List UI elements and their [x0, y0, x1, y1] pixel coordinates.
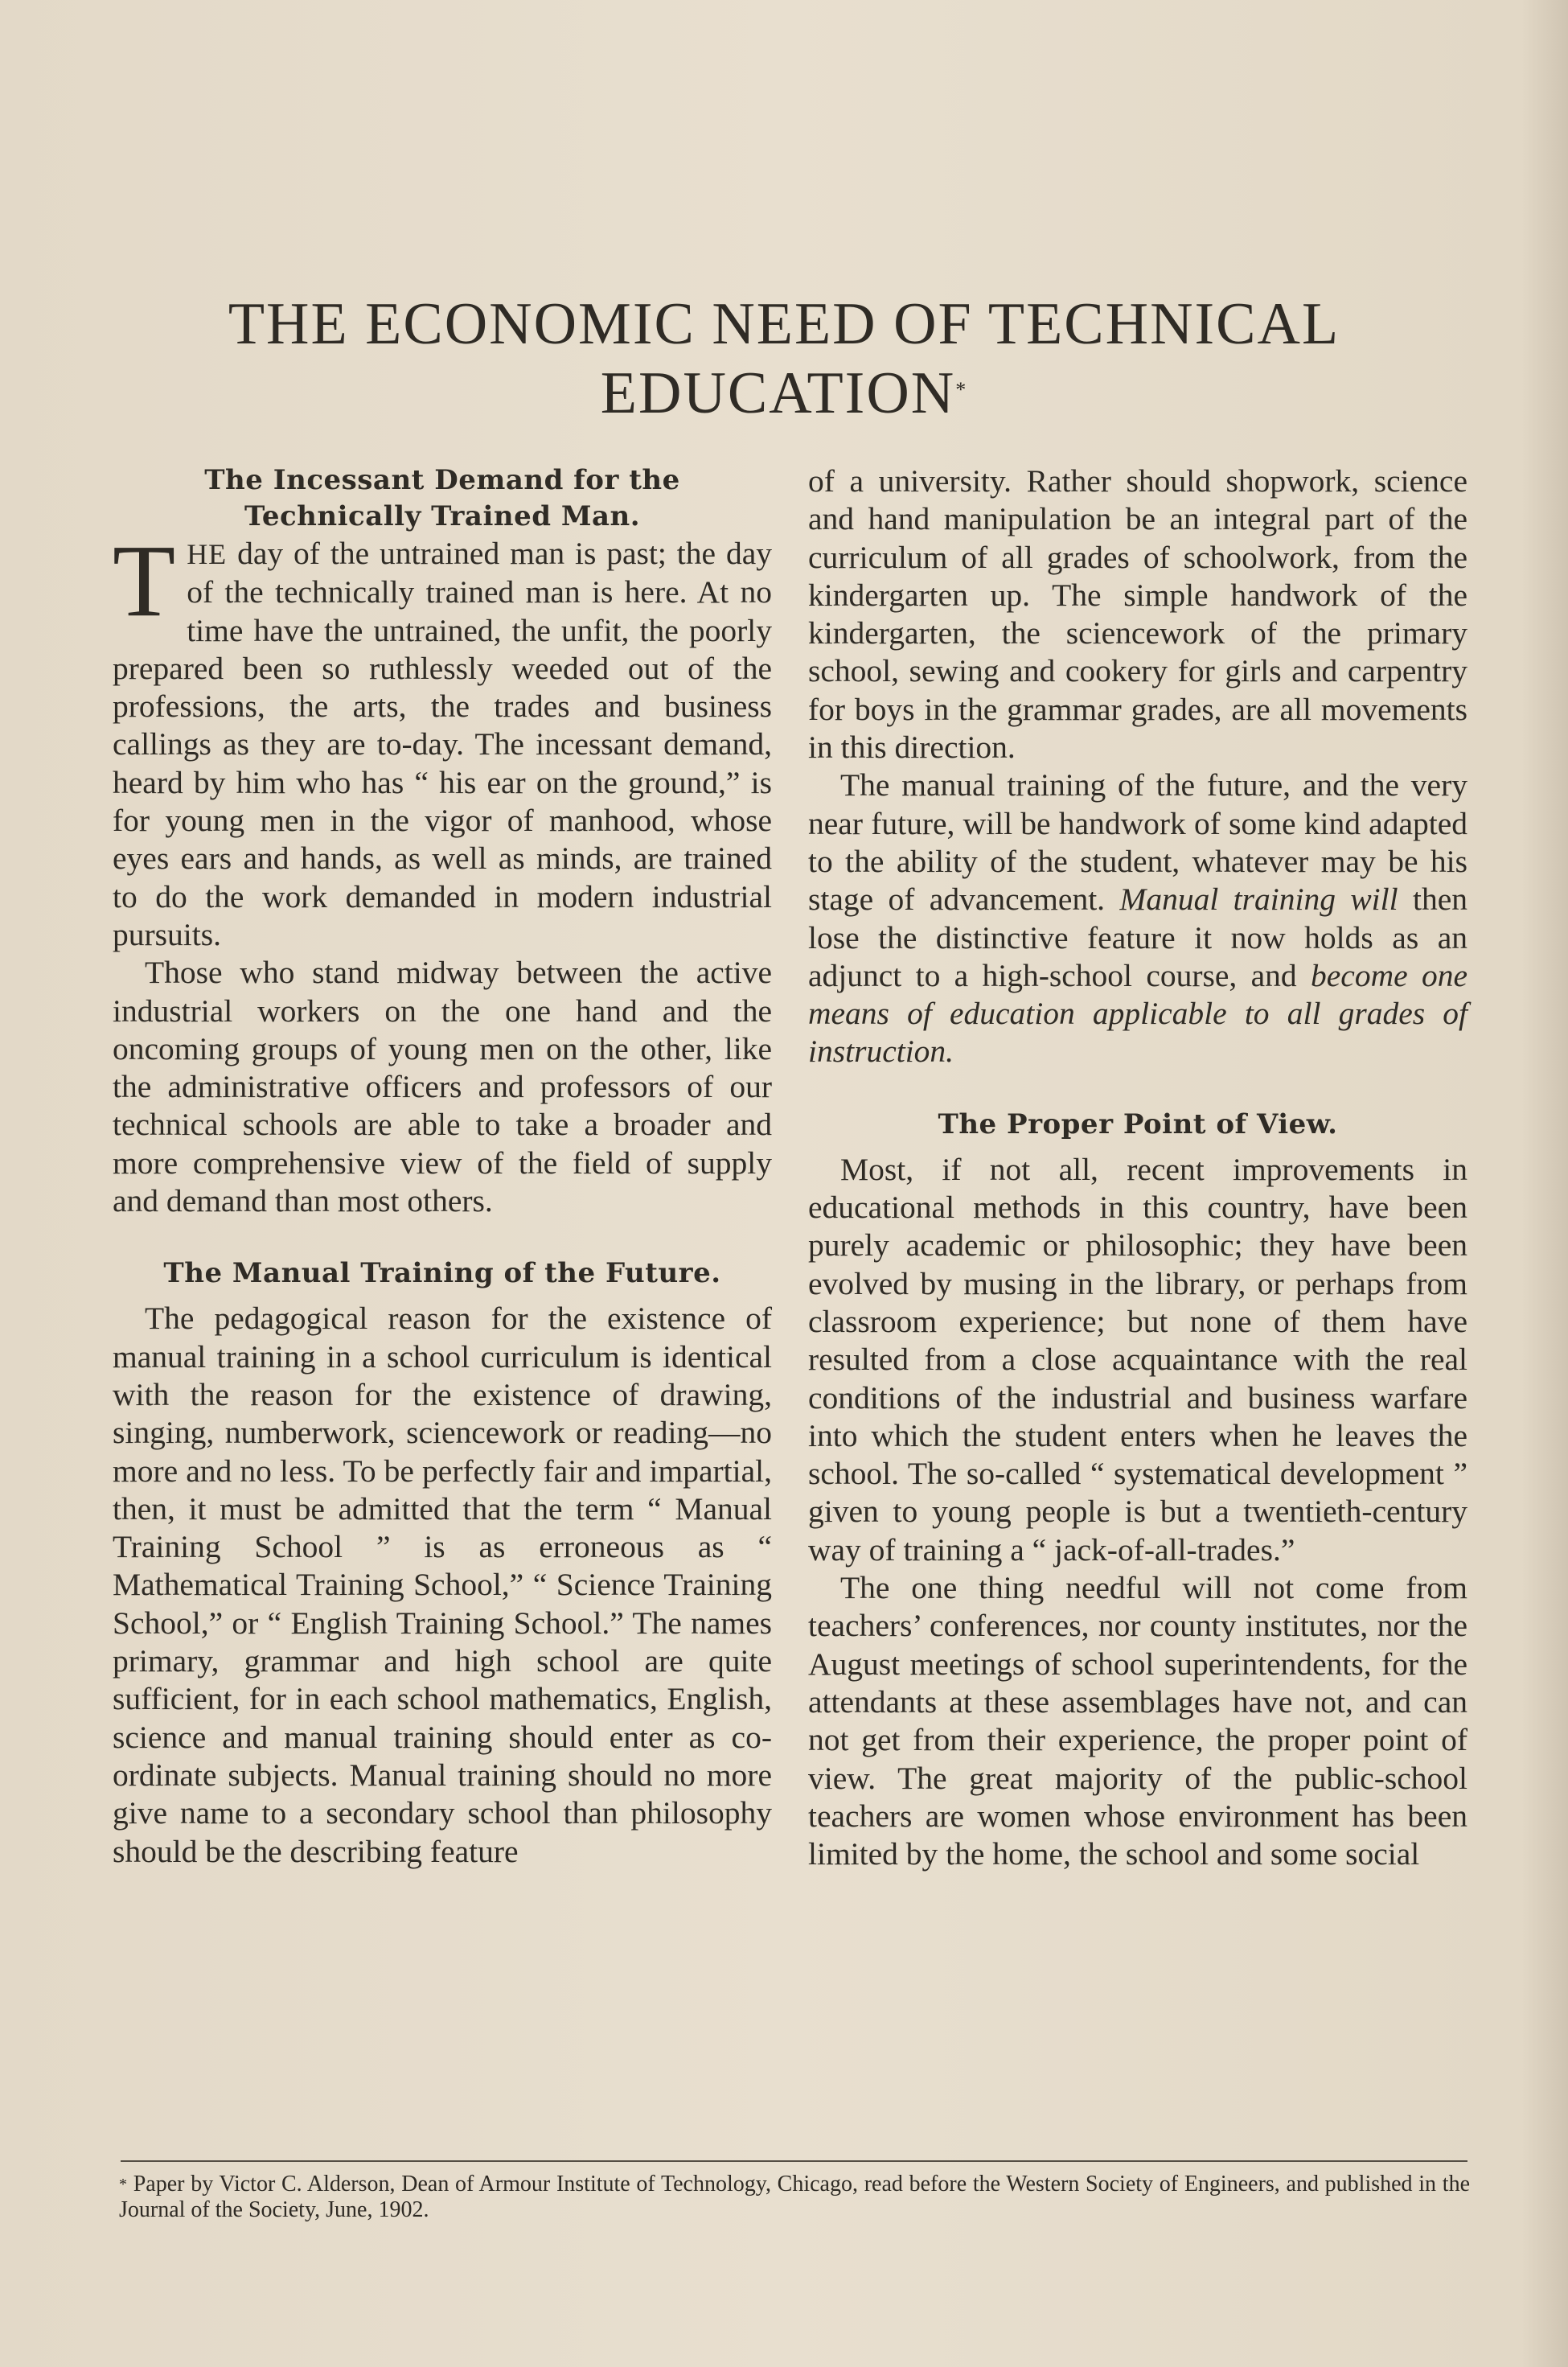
article-title: [105, 290, 1463, 428]
footnote: [119, 2172, 1470, 2223]
paragraph-future: [808, 766, 1467, 1070]
paragraph-intro: [113, 524, 772, 954]
title-line-2: EDUCATION: [600, 360, 956, 426]
right-column: [808, 462, 1467, 1873]
section-heading-manual-training: The Manual Training of the Future.: [163, 1257, 721, 1290]
footnote-mark: *: [119, 2176, 127, 2193]
section-heading-incessant-demand: The Incessant Demand for the Technically Trained Man.: [204, 464, 680, 532]
future-text-mid: then lose the distinctive feature it now holds as an adjunct to a high-school course, and: [808, 881, 1467, 993]
paragraph-midway: Those who stand midway between the active industrial workers on the one hand and the oncoming groups of young men on the other, like the administrative officers and professors of our technical schools are able to take a broader and more comprehensive view of the field of supply and demand than most others.: [113, 955, 772, 1219]
section-heading-point-of-view: The Proper Point of View.: [938, 1107, 1338, 1140]
paragraph-improvements: Most, if not all, recent improvements in educational methods in this country, have been purely academic or philosophic; they have been evolved by musing in the library, or perhaps from classroom experience; but none of them have resulted from a close acquaintance with the real conditions of the industrial and business warfare into which the student enters when he leaves the school. The so-called “ systematical development ” given to young people is but a twentieth-century way of training a “ jack-of-all-trades.”: [808, 1151, 1467, 1568]
footnote-text: Paper by Victor C. Alderson, Dean of Armour Institute of Technology, Chicago, read before the Western Society of Engineers, and published in the Journal of the Society, June, 1902.: [119, 2172, 1470, 2222]
future-italic-2: become one means of education applicable to all grades of instruction.: [808, 957, 1467, 1070]
paragraph-university: of a university. Rather should shopwork, science and hand manipulation be an integral part of the curriculum of all grades of schoolwork, from the kindergarten up. The simple handwork of the kindergarten, the sciencework of the primary school, sewing and cookery for girls and carpentry for boys in the grammar grades, are all movements in this direction.: [808, 463, 1467, 766]
left-column: [113, 462, 772, 1871]
paragraph-one-thing-needful: The one thing needful will not come from teachers’ conferences, nor county institutes, nor the August meetings of school superintendents, for the attendants at these assemblages have not, and can not get from their experience, the proper point of view. The great majority of the public-school teachers are women whose environment has been limited by the home, the school and some social: [808, 1570, 1467, 1872]
future-text-start: The manual training of the future, and the very near future, will be handwork of some kind adapted to the ability of the student, whatever may be his stage of advancement.: [808, 767, 1467, 918]
intro-small-caps: HE: [187, 538, 228, 570]
title-footnote-mark: *: [955, 378, 968, 401]
future-italic-1: Manual training will: [1119, 881, 1398, 918]
intro-text: day of the untrained man is past; the day of the technically trained man is here. At no time have the untrained, the unfit, the poorly prepared been so ruthlessly weeded out of the professions, the arts, the trades and business callings as they are to-day. The incessant demand, heard by him who has “ his ear on the ground,” is for young men in the vigor of manhood, whose eyes ears and hands, as well as minds, are trained to do the work demanded in modern industrial pursuits.: [113, 536, 772, 952]
drop-cap: T: [113, 524, 176, 638]
footnote-rule: [121, 2160, 1467, 2162]
paragraph-pedagogical: The pedagogical reason for the existence of manual training in a school curriculum is identical with the reason for the existence of drawing, singing, numberwork, sciencework or reading—no more and no less. To be perfectly fair and impartial, then, it must be admitted that the term “ Manual Training School ” is as erroneous as “ Mathematical Training School,” “ Science Training School,” or “ English Training School.” The names primary, grammar and high school are quite sufficient, for in each school mathematics, English, science and manual training should enter as co-ordinate subjects. Manual training should no more give name to a secondary school than philosophy should be the describing feature: [113, 1301, 772, 1869]
title-line-1: THE ECONOMIC NEED OF TECHNICAL: [228, 291, 1340, 357]
